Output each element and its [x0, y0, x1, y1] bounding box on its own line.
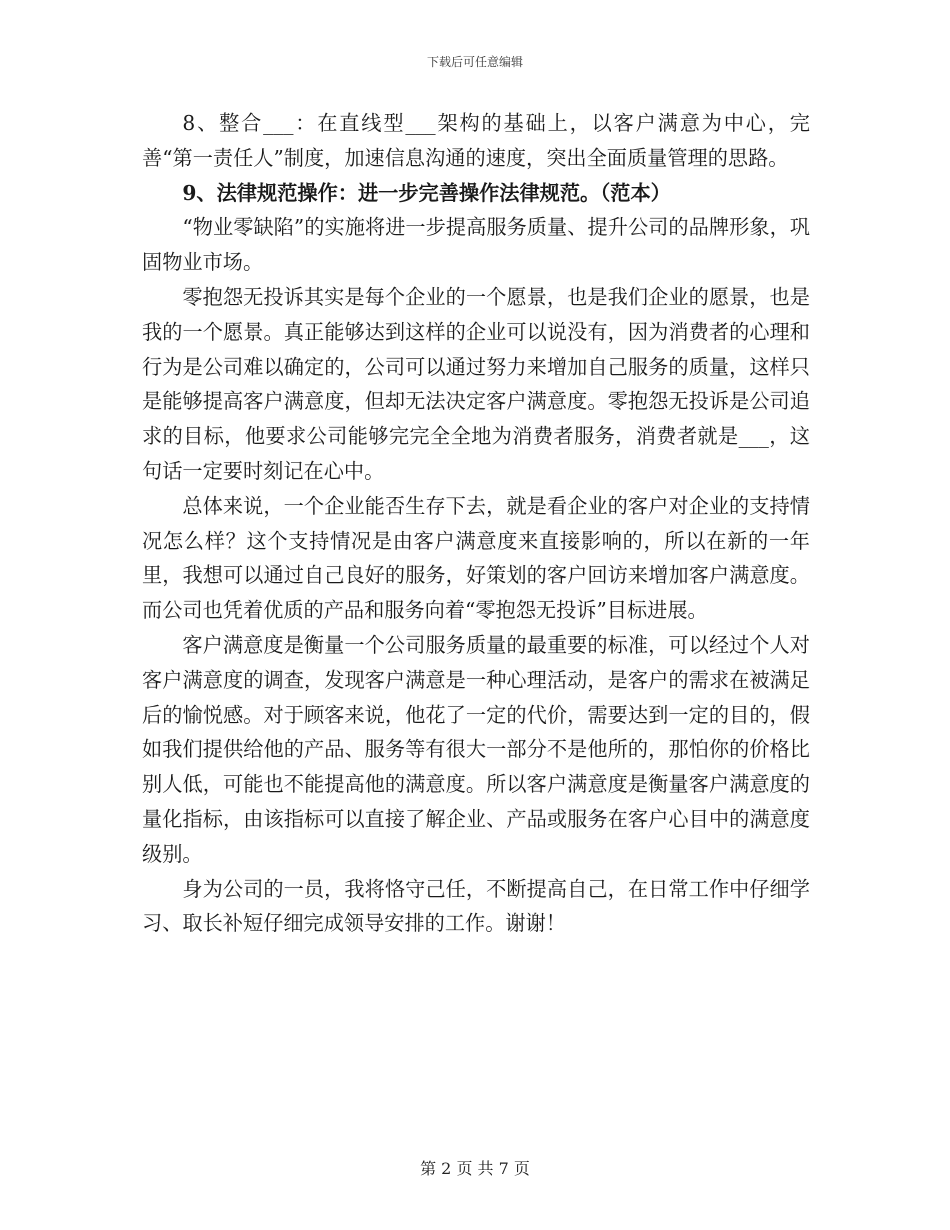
paragraph-zero-defect: “物业零缺陷”的实施将进一步提高服务质量、提升公司的品牌形象，巩固物业市场。 [142, 215, 810, 275]
paragraph-summary: 总体来说，一个企业能否生存下去，就是看企业的客户对企业的支持情况怎么样？这个支持情况是由客户满意度来直接影响的，所以在新的一年里，我想可以通过自己良好的服务，好策划的客户回访来增加客户满意度。而公司也凭着优质的产品和服务向着“零抱怨无投诉”目标进展。 [142, 493, 810, 623]
paragraph-zero-complaint: 零抱怨无投诉其实是每个企业的一个愿景，也是我们企业的愿景，也是我的一个愿景。真正能够达到这样的企业可以说没有，因为消费者的心理和行为是公司难以确定的，公司可以通过努力来增加自己服务的质量，这样只是能够提高客户满意度，但却无法决定客户满意度。零抱怨无投诉是公司追求的目标，他要求公司能够完完全全地为消费者服务，消费者就是___，这句话一定要时刻记在心中。 [142, 284, 810, 483]
page-footer: 第 2 页 共 7 页 [420, 1159, 530, 1178]
paragraph-integration: 8、整合___：在直线型___架构的基础上，以客户满意为中心，完善“第一责任人”制度，加速信息沟通的速度，突出全面质量管理的思路。 [142, 111, 810, 170]
paragraph-closing: 身为公司的一员，我将恪守己任，不断提高自己，在日常工作中仔细学习、取长补短仔细完成领导安排的工作。谢谢！ [142, 876, 810, 936]
document-body [142, 106, 810, 941]
paragraph-satisfaction: 客户满意度是衡量一个公司服务质量的最重要的标准，可以经过个人对客户满意度的调查，发现客户满意是一种心理活动，是客户的需求在被满足后的愉悦感。对于顾客来说，他花了一定的代价，需要达到一定的目的，假如我们提供给他的产品、服务等有很大一部分不是他所的，那怕你的价格比别人低，可能也不能提高他的满意度。所以客户满意度是衡量客户满意度的量化指标，由该指标可以直接了解企业、产品或服务在客户心目中的满意度级别。 [142, 632, 810, 866]
paragraph-legal-heading: 9、法律规范操作：进一步完善操作法律规范。（范本） [182, 180, 671, 205]
page-header: 下载后可任意编辑 [426, 55, 523, 69]
